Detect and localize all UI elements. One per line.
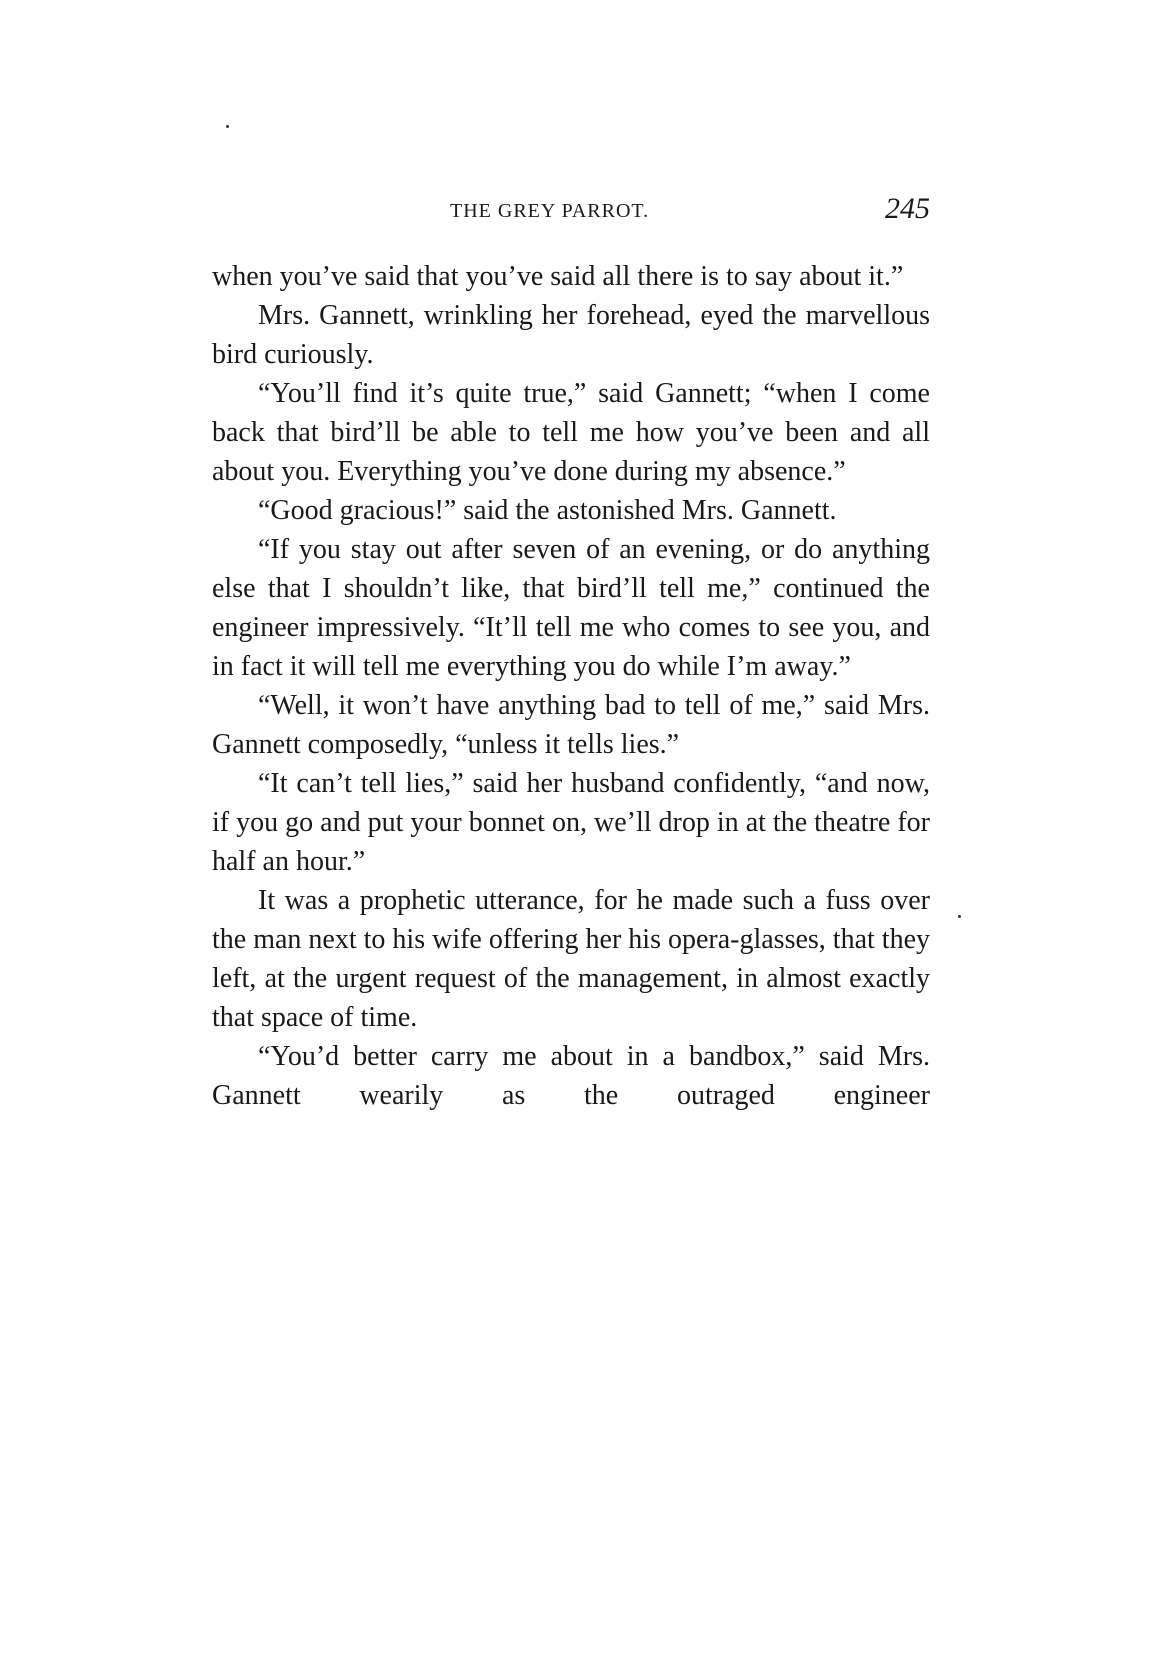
paragraph: “You’ll find it’s quite true,” said Gannett; “when I come back that bird’ll be able to tell me how you’ve been and all about you. Everything you’ve done during my absence.” [212,378,930,487]
paragraph: “Good gracious!” said the astonished Mrs. Gannett. [258,495,837,526]
paragraph: “If you stay out after seven of an evening, or do anything else that I shouldn’t like, that bird’ll tell me,” continued the engineer impressively. “It’ll tell me who comes to see you, and in fact it will tell me everything you do while I’m away.” [212,534,930,682]
paragraph: Mrs. Gannett, wrinkling her forehead, eyed the marvellous bird curiously. [212,300,930,370]
body-text [212,257,930,1115]
running-title: THE GREY PARROT. [450,200,650,222]
paragraph: “You’d better carry me about in a bandbox,” said Mrs. Gannett wearily as the outraged engineer [212,1041,930,1111]
paragraph: “Well, it won’t have anything bad to tell of me,” said Mrs. Gannett composedly, “unless it tells lies.” [212,690,930,760]
running-head [212,192,930,236]
paragraph: when you’ve said that you’ve said all there is to say about it.” [212,261,904,292]
ink-speck [958,915,961,918]
ink-speck [226,125,229,128]
paragraph: “It can’t tell lies,” said her husband confidently, “and now, if you go and put your bonnet on, we’ll drop in at the theatre for half an hour.” [212,768,930,877]
page-number: 245 [885,192,930,225]
paragraph: It was a prophetic utterance, for he made such a fuss over the man next to his wife offering her his opera-glasses, that they left, at the urgent request of the management, in almost exactly that space of time. [212,885,930,1033]
